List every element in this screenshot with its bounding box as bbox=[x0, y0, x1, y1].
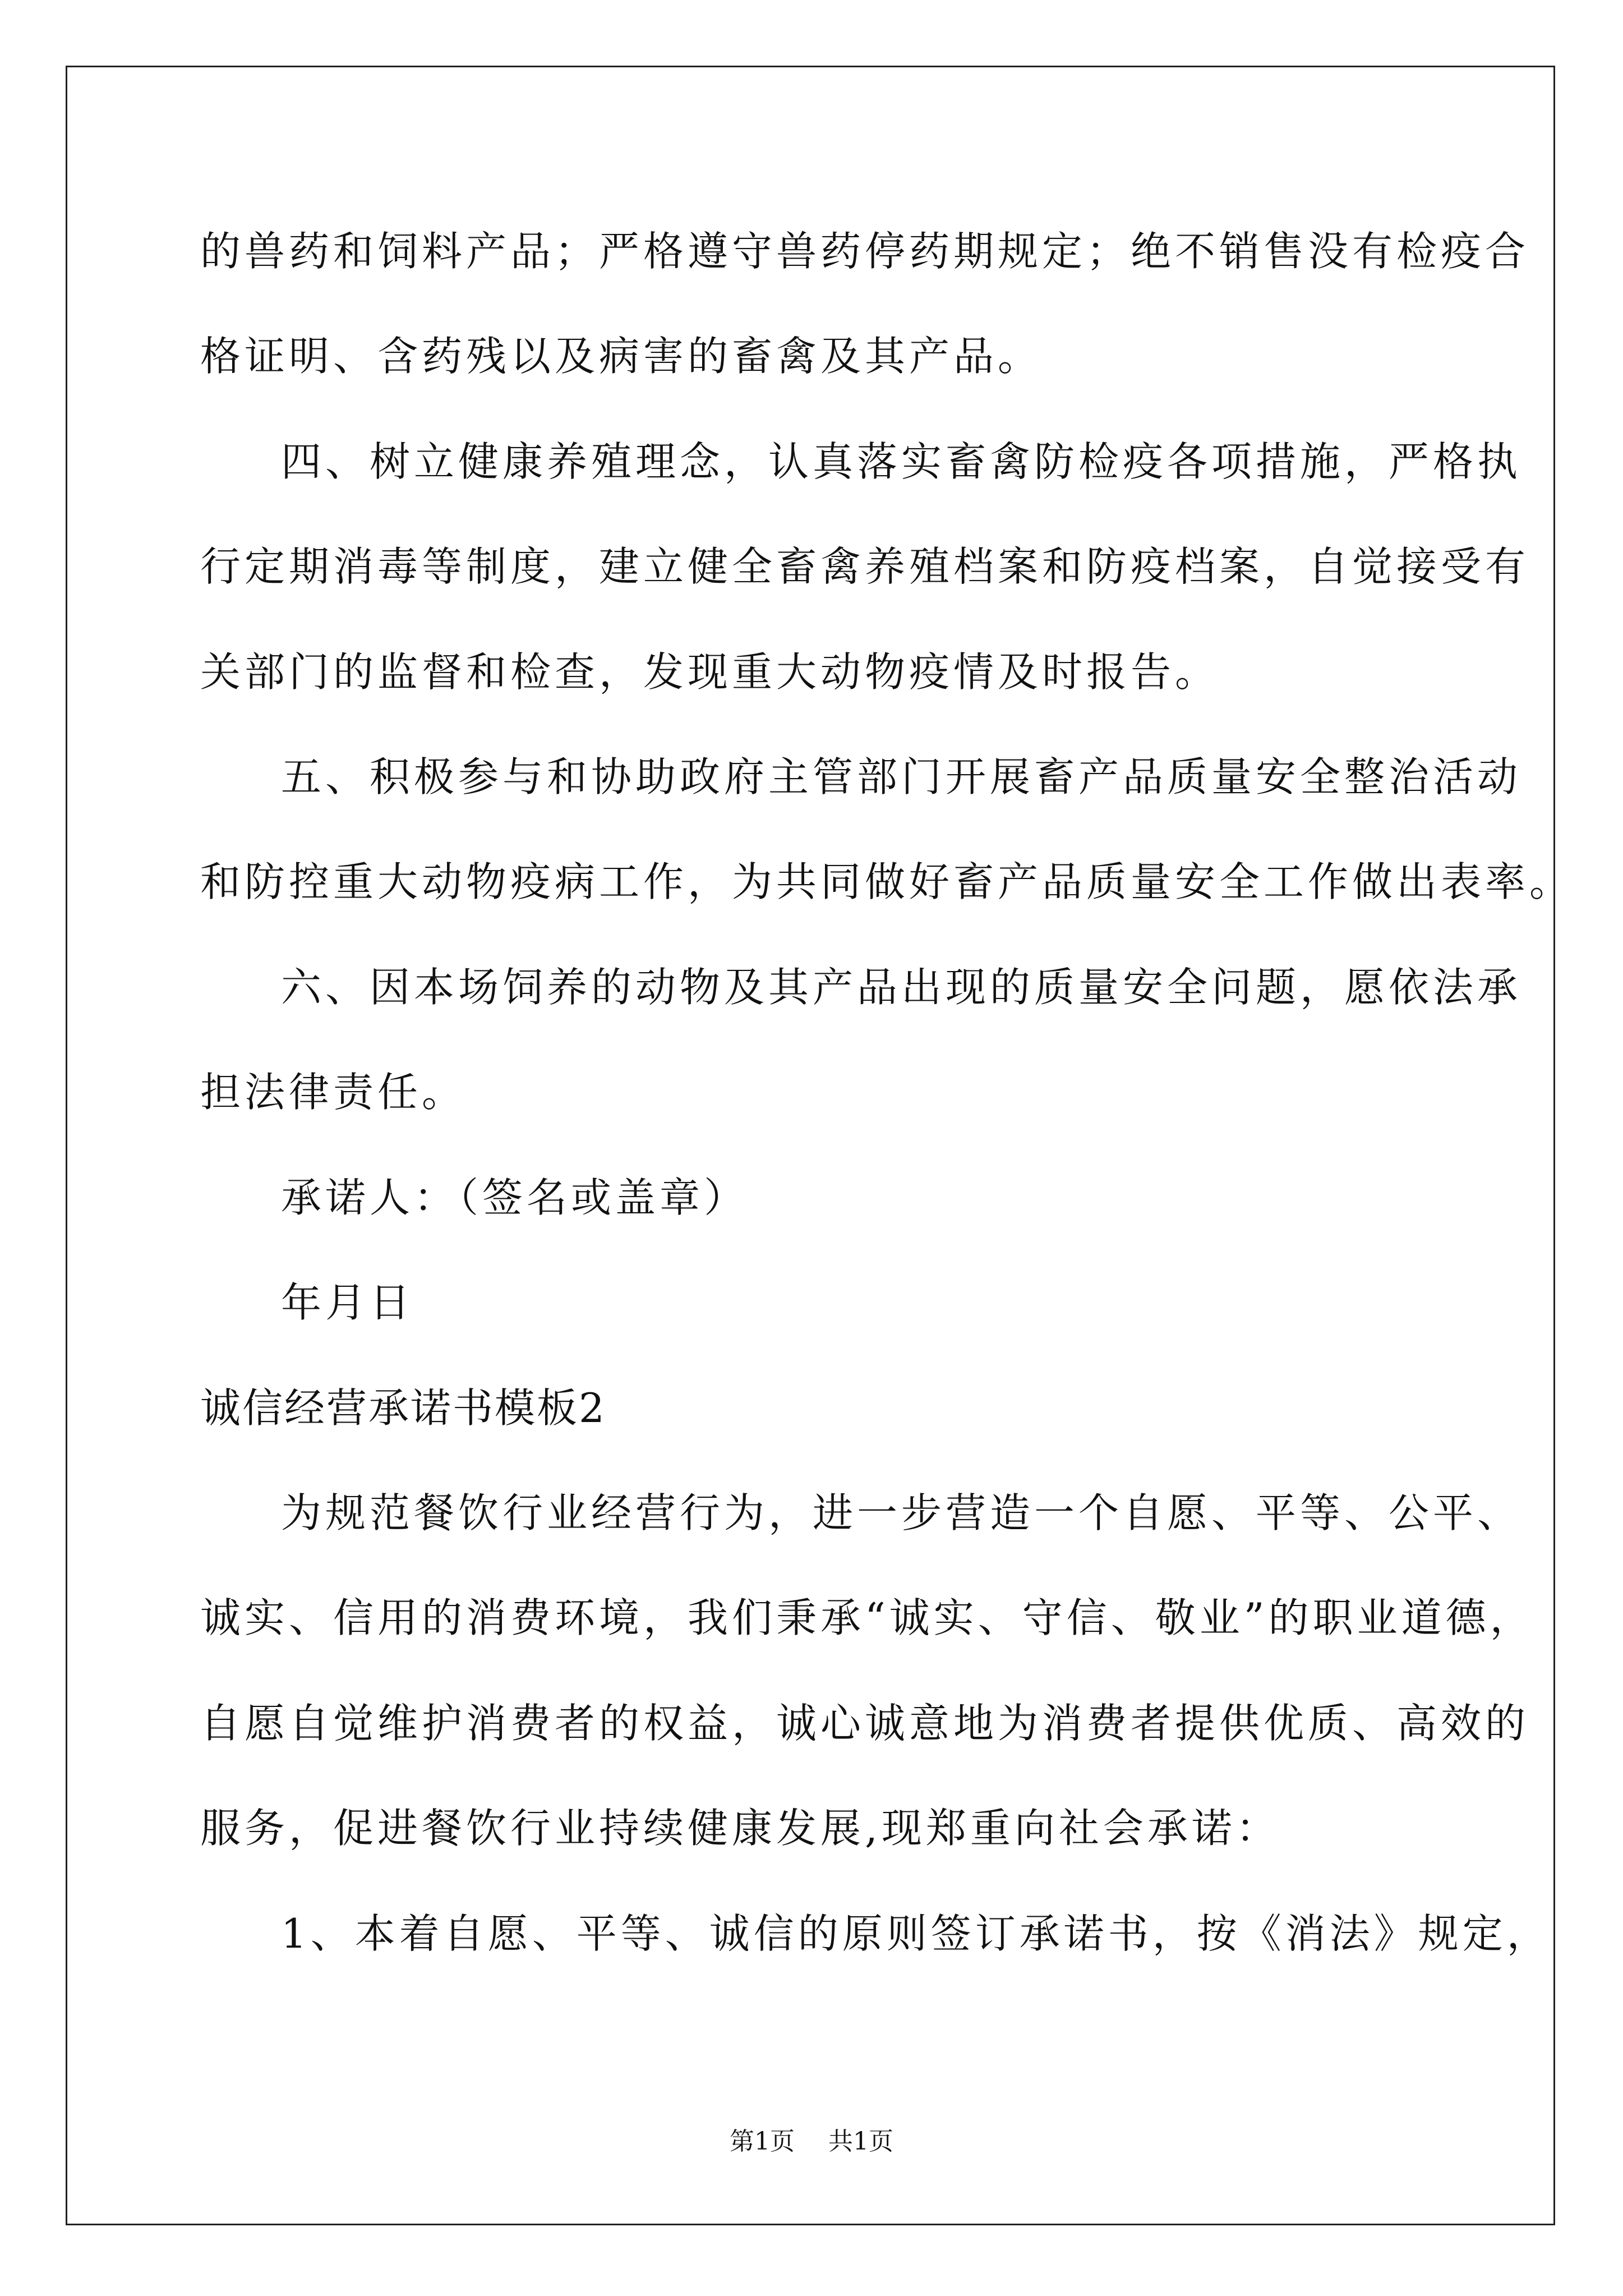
paragraph-4-line-1: 四、树立健康养殖理念，认真落实畜禽防检疫各项措施，严格执 bbox=[281, 438, 1522, 485]
page-number-total: 共1页 bbox=[828, 2127, 893, 2156]
intro-paragraph-line-3: 自愿自觉维护消费者的权益，诚心诚意地为消费者提供优质、高效的 bbox=[200, 1700, 1530, 1747]
paragraph-5-line-2: 和防控重大动物疫病工作，为共同做好畜产品质量安全工作做出表率。 bbox=[200, 858, 1574, 905]
intro-paragraph-line-2: 诚实、信用的消费环境，我们秉承“诚实、守信、敬业”的职业道德， bbox=[200, 1594, 1534, 1641]
paragraph-6-line-1: 六、因本场饲养的动物及其产品出现的质量安全问题，愿依法承 bbox=[281, 964, 1522, 1011]
paragraph-6-line-2: 担法律责任。 bbox=[200, 1069, 467, 1116]
promisor-signature-line: 承诺人：（签名或盖章） bbox=[281, 1174, 749, 1221]
paragraph-4-line-2: 行定期消毒等制度，建立健全畜禽养殖档案和防疫档案，自觉接受有 bbox=[200, 543, 1530, 590]
section-heading: 诚信经营承诺书模板2 bbox=[200, 1384, 606, 1432]
paragraph-5-line-1: 五、积极参与和协助政府主管部门开展畜产品质量安全整治活动 bbox=[281, 753, 1522, 800]
intro-paragraph-line-4: 服务，促进餐饮行业持续健康发展,现郑重向社会承诺： bbox=[200, 1805, 1280, 1852]
page-number-current: 第1页 bbox=[730, 2127, 795, 2156]
date-line: 年月日 bbox=[281, 1279, 414, 1326]
text-line-2: 格证明、含药残以及病害的畜禽及其产品。 bbox=[200, 333, 1043, 380]
page-footer bbox=[0, 2125, 1623, 2159]
page-border bbox=[66, 66, 1555, 2225]
item-1-line-1: 1、本着自愿、平等、诚信的原则签订承诺书，按《消法》规定， bbox=[281, 1910, 1551, 1957]
paragraph-4-line-3: 关部门的监督和检查，发现重大动物疫情及时报告。 bbox=[200, 648, 1220, 696]
text-line-1: 的兽药和饲料产品；严格遵守兽药停药期规定；绝不销售没有检疫合 bbox=[200, 228, 1530, 275]
intro-paragraph-line-1: 为规范餐饮行业经营行为，进一步营造一个自愿、平等、公平、 bbox=[281, 1489, 1522, 1536]
